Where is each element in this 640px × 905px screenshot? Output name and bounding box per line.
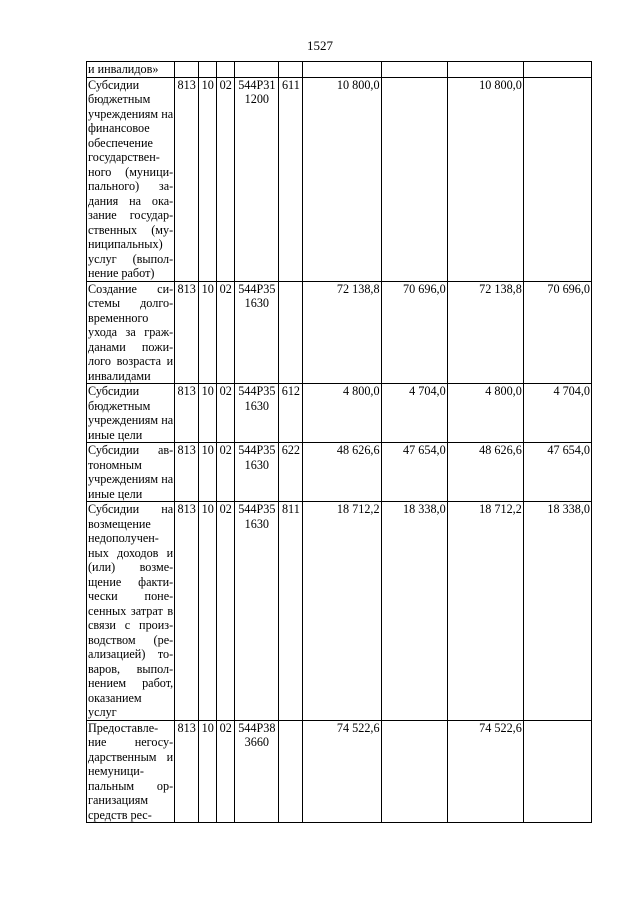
amount-col3-cell: 72 138,8 bbox=[447, 281, 523, 384]
target-article-line2: 1630 bbox=[244, 398, 269, 413]
target-article-cell bbox=[235, 720, 279, 823]
table-row bbox=[87, 77, 592, 281]
row-name-cell: Предоставле-ние негосу-дарственным и немуници-пальным ор-ганизациям средств рес- bbox=[88, 720, 174, 822]
target-article-line1: 544Р35 bbox=[238, 384, 276, 398]
amount-col1-cell: 48 626,6 bbox=[303, 443, 381, 502]
ministry-cell: 813 bbox=[175, 720, 199, 823]
subsection-cell: 02 bbox=[217, 281, 235, 384]
amount-col2-cell: 70 696,0 bbox=[381, 281, 447, 384]
target-article-cell bbox=[235, 443, 279, 502]
target-article-line2: 1630 bbox=[244, 296, 269, 310]
amount-col1-cell: 4 800,0 bbox=[303, 384, 381, 443]
empty-cell bbox=[303, 62, 381, 78]
amount-col3-cell: 18 712,2 bbox=[447, 502, 523, 721]
expense-type-cell: 611 bbox=[279, 77, 303, 281]
amount-col4-cell: 47 654,0 bbox=[523, 443, 591, 502]
expense-type-cell: 612 bbox=[279, 384, 303, 443]
empty-cell bbox=[235, 62, 279, 78]
amount-col4-cell bbox=[523, 77, 591, 281]
row-name-cell: Субсидии бюджетным учреждениям на иные цели bbox=[88, 384, 174, 442]
subsection-cell: 02 bbox=[217, 443, 235, 502]
empty-cell bbox=[523, 62, 591, 78]
section-cell: 10 bbox=[199, 281, 217, 384]
page-number: 1527 bbox=[307, 38, 333, 53]
amount-col1-cell: 72 138,8 bbox=[303, 281, 381, 384]
section-cell: 10 bbox=[199, 384, 217, 443]
table-row bbox=[87, 281, 592, 384]
target-article-line1: 544Р38 bbox=[238, 720, 276, 735]
section-cell: 10 bbox=[199, 443, 217, 502]
amount-col2-cell: 18 338,0 bbox=[381, 502, 447, 721]
ministry-cell: 813 bbox=[175, 384, 199, 443]
target-article-line1: 544Р35 bbox=[238, 443, 276, 457]
expense-type-cell: 811 bbox=[279, 502, 303, 721]
target-article-line2: 3660 bbox=[244, 735, 269, 749]
target-article-cell bbox=[235, 281, 279, 384]
table-row-continuation bbox=[87, 62, 592, 78]
subsection-cell: 02 bbox=[217, 384, 235, 443]
table-row bbox=[87, 720, 592, 823]
expense-type-cell: 622 bbox=[279, 443, 303, 502]
row-name-cell: и инвалидов» bbox=[87, 62, 175, 78]
empty-cell bbox=[447, 62, 523, 78]
amount-col3-cell: 48 626,6 bbox=[447, 443, 523, 502]
row-name-cell: Создание си-стемы долго-временного ухода за граж-данами пожи-лого возраста и инвалидами bbox=[88, 281, 174, 383]
amount-col4-cell: 4 704,0 bbox=[523, 384, 591, 443]
target-article-line1: 544Р35 bbox=[238, 281, 276, 296]
table-row bbox=[87, 502, 592, 721]
ministry-cell: 813 bbox=[175, 502, 199, 721]
amount-col2-cell bbox=[381, 720, 447, 823]
target-article-cell bbox=[235, 502, 279, 721]
row-name-cell: Субсидии на возмещение недополучен-ных доходов и (или) возме-щение факти-чески поне-сенных затрат в связи с произ-водством (ре-ализацией) то-варов, выпол-нением работ, оказанием услуг bbox=[88, 502, 174, 719]
empty-cell bbox=[217, 62, 235, 78]
empty-cell bbox=[279, 62, 303, 78]
target-article-line2: 1630 bbox=[244, 516, 269, 531]
subsection-cell: 02 bbox=[217, 77, 235, 281]
target-article-cell bbox=[235, 77, 279, 281]
amount-col3-cell: 10 800,0 bbox=[447, 77, 523, 281]
amount-col2-cell bbox=[381, 77, 447, 281]
amount-col2-cell: 47 654,0 bbox=[381, 443, 447, 502]
target-article-cell bbox=[235, 384, 279, 443]
row-name-cell: Субсидии бюджетным учреждениям на финансовое обеспечение государствен-ного (муници-пального) за-дания на ока-зание государ-ственных (му-ниципальных) услуг (выпол-нение работ) bbox=[88, 77, 174, 280]
table-row bbox=[87, 443, 592, 502]
expense-type-cell bbox=[279, 281, 303, 384]
empty-cell bbox=[381, 62, 447, 78]
section-cell: 10 bbox=[199, 77, 217, 281]
amount-col4-cell bbox=[523, 720, 591, 823]
amount-col4-cell: 70 696,0 bbox=[523, 281, 591, 384]
target-article-line1: 544Р31 bbox=[238, 77, 276, 92]
row-name-cell: Субсидии ав-тономным учреждениям на иные цели bbox=[88, 443, 174, 501]
subsection-cell: 02 bbox=[217, 720, 235, 823]
amount-col1-cell: 10 800,0 bbox=[303, 77, 381, 281]
section-cell: 10 bbox=[199, 720, 217, 823]
amount-col2-cell: 4 704,0 bbox=[381, 384, 447, 443]
amount-col1-cell: 74 522,6 bbox=[303, 720, 381, 823]
amount-col3-cell: 4 800,0 bbox=[447, 384, 523, 443]
empty-cell bbox=[199, 62, 217, 78]
subsection-cell: 02 bbox=[217, 502, 235, 721]
ministry-cell: 813 bbox=[175, 77, 199, 281]
section-cell: 10 bbox=[199, 502, 217, 721]
target-article-line1: 544Р35 bbox=[238, 502, 276, 516]
target-article-line2: 1200 bbox=[244, 92, 269, 106]
ministry-cell: 813 bbox=[175, 281, 199, 384]
expense-type-cell bbox=[279, 720, 303, 823]
amount-col4-cell: 18 338,0 bbox=[523, 502, 591, 721]
amount-col3-cell: 74 522,6 bbox=[447, 720, 523, 823]
amount-col1-cell: 18 712,2 bbox=[303, 502, 381, 721]
table-row bbox=[87, 384, 592, 443]
empty-cell bbox=[175, 62, 199, 78]
target-article-line2: 1630 bbox=[244, 457, 269, 472]
budget-table bbox=[86, 61, 592, 823]
ministry-cell: 813 bbox=[175, 443, 199, 502]
